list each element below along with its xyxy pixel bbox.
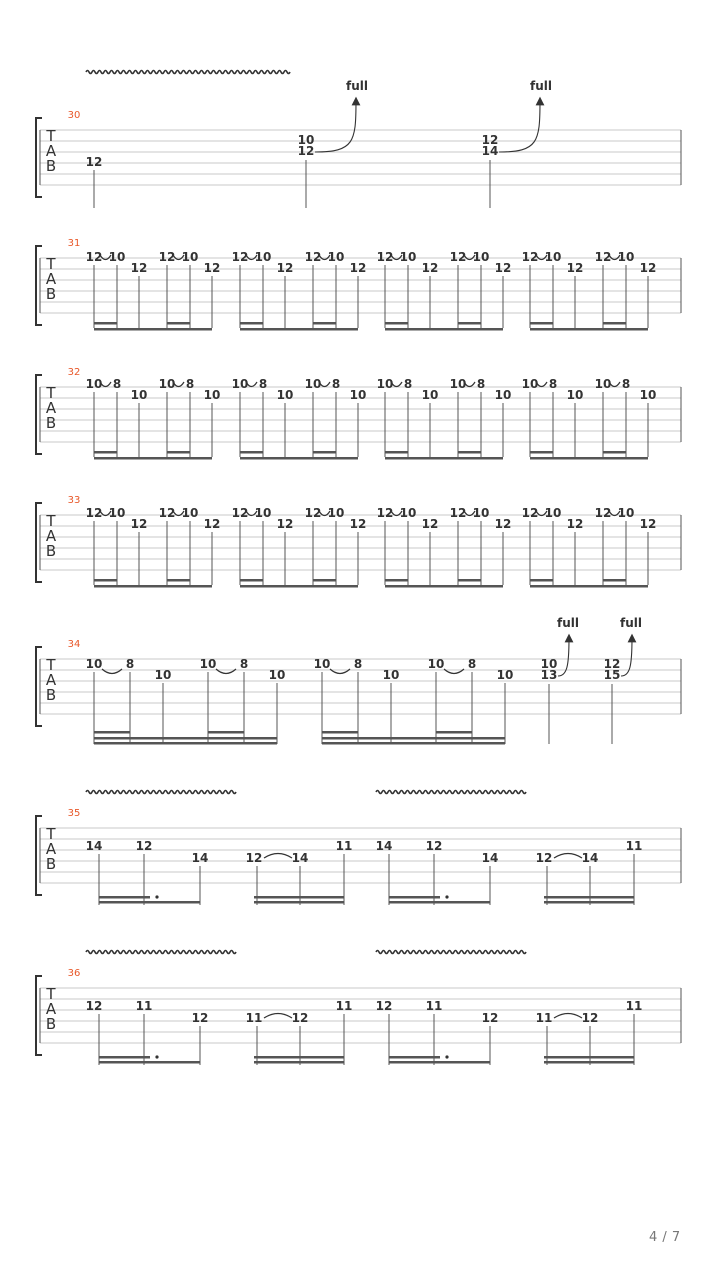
fret-number: 10 (427, 657, 445, 671)
fret-number: 11 (245, 1011, 263, 1025)
fret-number: 10 (566, 388, 584, 402)
fret-number: 10 (496, 668, 514, 682)
slur-mark (554, 1014, 582, 1019)
beam (167, 451, 190, 454)
tab-clef-letter: B (45, 1015, 57, 1033)
beam (99, 901, 200, 904)
fret-number: 10 (382, 668, 400, 682)
beam (313, 579, 336, 582)
vibrato-mark (86, 71, 290, 74)
measure-number: 35 (67, 808, 81, 819)
fret-number: 12 (481, 1011, 499, 1025)
beam (94, 322, 117, 325)
tab-clef-letter: T (46, 825, 56, 843)
slur-mark (264, 854, 292, 859)
fret-number: 12 (203, 261, 221, 275)
beam (240, 585, 358, 588)
beam (94, 585, 212, 588)
beam (603, 451, 626, 454)
fret-number: 11 (425, 999, 443, 1013)
fret-number: 12 (135, 839, 153, 853)
beam (544, 1056, 634, 1059)
beam (254, 1061, 344, 1064)
beam (240, 328, 358, 331)
fret-number: 10 (544, 506, 562, 520)
fret-number: 10 (544, 250, 562, 264)
fret-number: 12 (130, 517, 148, 531)
fret-number: 12 (449, 250, 467, 264)
fret-number: 10 (108, 506, 126, 520)
fret-number: 14 (85, 839, 103, 853)
fret-number: 10 (399, 506, 417, 520)
fret-number: 12 (494, 261, 512, 275)
beam (240, 322, 263, 325)
fret-number: 12 (231, 506, 249, 520)
fret-number: 12 (581, 1011, 599, 1025)
beam (94, 457, 212, 460)
fret-number: 8 (548, 377, 558, 391)
fret-number: 10 (449, 377, 467, 391)
fret-number: 11 (535, 1011, 553, 1025)
tab-clef-letter: A (45, 840, 57, 858)
beam (99, 1061, 200, 1064)
fret-number: 10 (268, 668, 286, 682)
fret-number: 10 (199, 657, 217, 671)
tab-clef-letter: B (45, 414, 57, 432)
beam (94, 731, 130, 734)
measure-number: 30 (67, 110, 81, 121)
fret-number: 11 (625, 999, 643, 1013)
fret-number: 12 (304, 506, 322, 520)
fret-number: 12 (449, 506, 467, 520)
tab-clef-letter: B (45, 542, 57, 560)
fret-number: 10 (203, 388, 221, 402)
fret-number: 12 (276, 261, 294, 275)
beam (530, 585, 648, 588)
fret-number: 10 (617, 250, 635, 264)
tab-clef-letter: B (45, 285, 57, 303)
fret-number: 8 (476, 377, 486, 391)
fret-number: 12 (594, 506, 612, 520)
fret-number: 12 (158, 250, 176, 264)
beam (530, 322, 553, 325)
beam (458, 451, 481, 454)
fret-number: 10 (276, 388, 294, 402)
fret-number: 8 (403, 377, 413, 391)
tab-clef-letter: B (45, 157, 57, 175)
fret-number: 12 (639, 261, 657, 275)
fret-number: 10 (349, 388, 367, 402)
fret-number: 10 (617, 506, 635, 520)
tab-clef-letter: T (46, 512, 56, 530)
beam (436, 731, 472, 734)
fret-number: 10 (376, 377, 394, 391)
measure-number: 33 (67, 495, 81, 506)
fret-number: 10 (399, 250, 417, 264)
fret-number: 12 (594, 250, 612, 264)
tab-clef-letter: B (45, 855, 57, 873)
fret-number: 12 (421, 261, 439, 275)
beam (385, 579, 408, 582)
bend-label: full (620, 616, 642, 630)
tab-clef-letter: A (45, 142, 57, 160)
beam (208, 731, 244, 734)
beam (389, 1056, 440, 1059)
fret-number: 10 (130, 388, 148, 402)
beam (167, 322, 190, 325)
fret-number: 12 (603, 657, 621, 671)
bend-arrow (315, 101, 356, 152)
fret-number: 13 (540, 668, 558, 682)
fret-number: 10 (108, 250, 126, 264)
beam (544, 901, 634, 904)
fret-number: 10 (181, 250, 199, 264)
fret-number: 10 (85, 377, 103, 391)
fret-number: 12 (276, 517, 294, 531)
measure-number: 32 (67, 367, 81, 378)
fret-number: 10 (313, 657, 331, 671)
fret-number: 10 (158, 377, 176, 391)
fret-number: 10 (327, 250, 345, 264)
fret-number: 10 (181, 506, 199, 520)
beam (322, 737, 505, 740)
beam (389, 1061, 490, 1064)
beam (240, 451, 263, 454)
measure-number: 36 (67, 968, 81, 979)
fret-number: 12 (85, 999, 103, 1013)
fret-number: 15 (603, 668, 621, 682)
fret-number: 12 (566, 261, 584, 275)
dot-mark (445, 895, 448, 898)
beam (254, 901, 344, 904)
tab-clef-letter: A (45, 1000, 57, 1018)
fret-number: 12 (245, 851, 263, 865)
fret-number: 10 (521, 377, 539, 391)
dot-mark (155, 895, 158, 898)
beam (94, 451, 117, 454)
beam (603, 322, 626, 325)
dot-mark (155, 1055, 158, 1058)
fret-number: 12 (191, 1011, 209, 1025)
beam (458, 322, 481, 325)
fret-number: 12 (481, 133, 499, 147)
fret-number: 12 (130, 261, 148, 275)
fret-number: 12 (349, 517, 367, 531)
page-number-indicator: 4 / 7 (649, 1230, 681, 1245)
beam (389, 901, 490, 904)
fret-number: 14 (581, 851, 599, 865)
fret-number: 12 (85, 155, 103, 169)
fret-number: 11 (335, 839, 353, 853)
tab-clef-letter: T (46, 656, 56, 674)
fret-number: 10 (254, 250, 272, 264)
beam (322, 731, 358, 734)
fret-number: 14 (375, 839, 393, 853)
fret-number: 8 (467, 657, 477, 671)
fret-number: 11 (335, 999, 353, 1013)
fret-number: 12 (231, 250, 249, 264)
beam (240, 579, 263, 582)
vibrato-mark (376, 791, 526, 794)
fret-number: 12 (639, 517, 657, 531)
beam (385, 451, 408, 454)
fret-number: 12 (203, 517, 221, 531)
fret-number: 10 (154, 668, 172, 682)
fret-number: 12 (376, 250, 394, 264)
slur-mark (554, 854, 582, 859)
beam (385, 585, 503, 588)
beam (254, 896, 344, 899)
fret-number: 12 (85, 506, 103, 520)
fret-number: 8 (353, 657, 363, 671)
fret-number: 10 (297, 133, 315, 147)
tab-clef-letter: A (45, 399, 57, 417)
fret-number: 10 (327, 506, 345, 520)
vibrato-mark (86, 951, 236, 954)
fret-number: 8 (112, 377, 122, 391)
fret-number: 10 (421, 388, 439, 402)
fret-number: 12 (566, 517, 584, 531)
fret-number: 10 (304, 377, 322, 391)
beam (167, 579, 190, 582)
bend-arrow (499, 101, 540, 152)
tab-clef-letter: T (46, 127, 56, 145)
fret-number: 10 (472, 506, 490, 520)
fret-number: 14 (191, 851, 209, 865)
fret-number: 11 (625, 839, 643, 853)
beam (94, 579, 117, 582)
fret-number: 10 (85, 657, 103, 671)
fret-number: 10 (594, 377, 612, 391)
beam (254, 1056, 344, 1059)
fret-number: 14 (291, 851, 309, 865)
measure-number: 34 (67, 639, 81, 650)
beam (530, 579, 553, 582)
fret-number: 12 (421, 517, 439, 531)
beam (544, 1061, 634, 1064)
fret-number: 12 (291, 1011, 309, 1025)
beam (313, 322, 336, 325)
vibrato-mark (86, 791, 236, 794)
beam (385, 328, 503, 331)
beam (530, 457, 648, 460)
beam (322, 742, 505, 745)
fret-number: 8 (239, 657, 249, 671)
fret-number: 12 (375, 999, 393, 1013)
fret-number: 14 (481, 851, 499, 865)
beam (603, 579, 626, 582)
bend-label: full (557, 616, 579, 630)
beam (99, 1056, 150, 1059)
fret-number: 12 (349, 261, 367, 275)
fret-number: 10 (639, 388, 657, 402)
beam (240, 457, 358, 460)
bend-label: full (530, 79, 552, 93)
tab-clef-letter: T (46, 985, 56, 1003)
beam (94, 328, 212, 331)
beam (389, 896, 440, 899)
fret-number: 12 (521, 250, 539, 264)
beam (94, 742, 277, 745)
fret-number: 12 (425, 839, 443, 853)
vibrato-mark (376, 951, 526, 954)
tab-clef-letter: A (45, 270, 57, 288)
fret-number: 12 (158, 506, 176, 520)
fret-number: 12 (535, 851, 553, 865)
beam (313, 451, 336, 454)
fret-number: 12 (304, 250, 322, 264)
tab-clef-letter: B (45, 686, 57, 704)
tab-clef-letter: A (45, 527, 57, 545)
tab-clef-letter: T (46, 384, 56, 402)
dot-mark (445, 1055, 448, 1058)
fret-number: 8 (185, 377, 195, 391)
fret-number: 10 (254, 506, 272, 520)
beam (94, 737, 277, 740)
beam (99, 896, 150, 899)
fret-number: 8 (125, 657, 135, 671)
fret-number: 12 (376, 506, 394, 520)
fret-number: 10 (494, 388, 512, 402)
beam (544, 896, 634, 899)
beam (530, 328, 648, 331)
fret-number: 12 (521, 506, 539, 520)
fret-number: 11 (135, 999, 153, 1013)
beam (458, 579, 481, 582)
fret-number: 12 (297, 144, 315, 158)
tab-clef-letter: A (45, 671, 57, 689)
fret-number: 8 (331, 377, 341, 391)
tab-clef-letter: T (46, 255, 56, 273)
fret-number: 8 (258, 377, 268, 391)
fret-number: 8 (621, 377, 631, 391)
measure-number: 31 (67, 238, 81, 249)
fret-number: 10 (231, 377, 249, 391)
fret-number: 10 (540, 657, 558, 671)
fret-number: 14 (481, 144, 499, 158)
slur-mark (264, 1014, 292, 1019)
beam (385, 322, 408, 325)
fret-number: 12 (494, 517, 512, 531)
fret-number: 12 (85, 250, 103, 264)
beam (530, 451, 553, 454)
beam (385, 457, 503, 460)
bend-label: full (346, 79, 368, 93)
fret-number: 10 (472, 250, 490, 264)
